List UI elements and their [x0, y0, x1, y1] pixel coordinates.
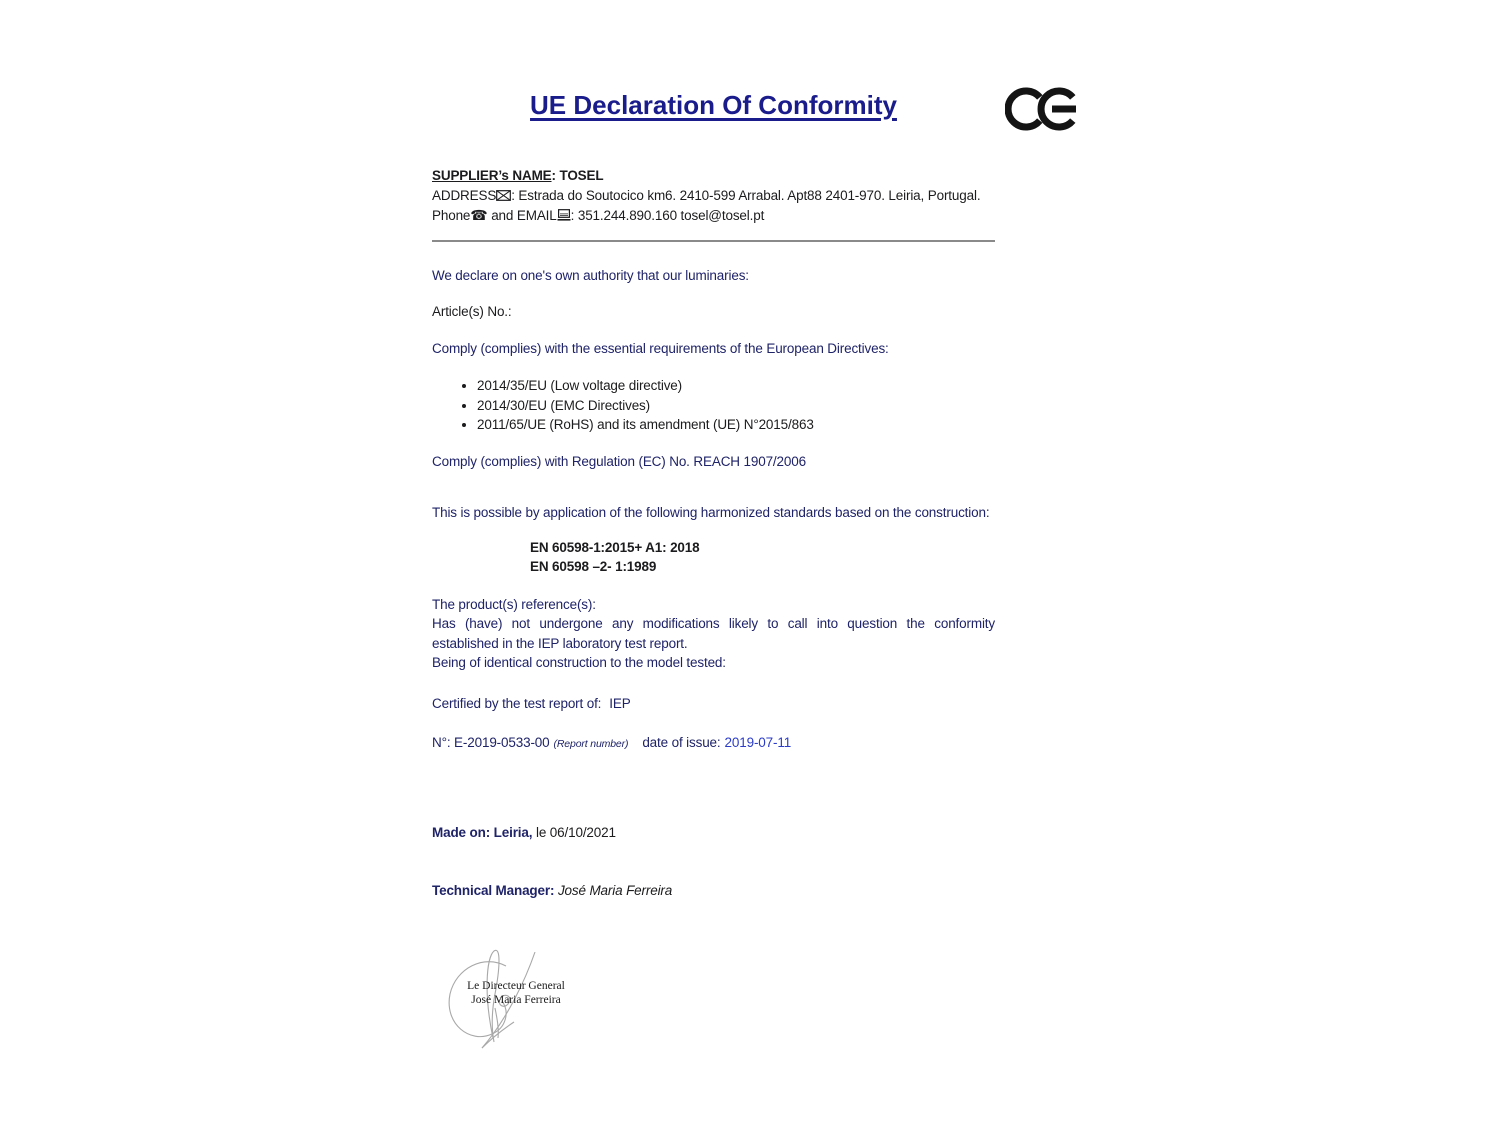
- product-reference-block: [432, 595, 995, 673]
- certified-value: IEP: [609, 695, 631, 711]
- supplier-name-label: SUPPLIER’s NAME: [432, 168, 552, 183]
- supplier-name-line: [432, 166, 995, 186]
- computer-icon: [557, 207, 571, 227]
- ce-mark-logo: [1005, 84, 1080, 134]
- report-line: [432, 733, 995, 755]
- contact-value: : 351.244.890.160 tosel@tosel.pt: [570, 208, 765, 223]
- comply-reach-line: Comply (complies) with Regulation (EC) No. REACH 1907/2006: [432, 453, 806, 469]
- standard-item: EN 60598-1:2015+ A1: 2018: [530, 539, 700, 555]
- report-number: N°: E-2019-0533-00: [432, 735, 550, 750]
- issue-date-label: date of issue:: [642, 735, 721, 750]
- email-label: and EMAIL: [487, 208, 557, 223]
- report-number-note: (Report number): [553, 738, 629, 750]
- product-reference-line: The product(s) reference(s):: [432, 596, 596, 612]
- directives-list: [432, 376, 995, 435]
- signature-stamp: [456, 979, 576, 1007]
- technical-manager-line: [432, 881, 995, 901]
- technical-manager-name: José Maria Ferreira: [554, 883, 673, 898]
- stamp-line1: Le Directeur General: [467, 980, 565, 992]
- directive-item: • 2014/35/EU (Low voltage directive): [477, 376, 995, 396]
- made-on-label: Made on: Leiria,: [432, 824, 533, 840]
- declaration-statement: We declare on one's own authority that our luminaries:: [432, 267, 749, 283]
- made-on-line: [432, 823, 995, 843]
- certified-label: Certified by the test report of:: [432, 695, 602, 711]
- supplier-block: [432, 166, 995, 227]
- no-modifications-line: Has (have) not undergone any modifications likely to call into question the conformity established in the IEP laboratory test report.: [432, 616, 995, 651]
- made-on-value: le 06/10/2021: [532, 824, 616, 840]
- page-title: UE Declaration Of Conformity: [530, 90, 897, 120]
- supplier-address-line: [432, 186, 995, 207]
- address-label: ADDRESS: [432, 187, 497, 203]
- articles-line: Article(s) No.:: [432, 304, 512, 319]
- standard-item: EN 60598 –2- 1:1989: [530, 559, 657, 574]
- comply-directives-line: Comply (complies) with the essential requirements of the European Directives:: [432, 340, 889, 356]
- divider-line: [432, 240, 995, 242]
- phone-icon: ☎: [470, 208, 488, 224]
- supplier-name-value: : TOSEL: [551, 168, 604, 183]
- issue-date-value: 2019-07-11: [724, 735, 792, 750]
- harmonized-intro: This is possible by application of the following harmonized standards based on the construction:: [432, 505, 990, 520]
- directive-item: • 2011/65/UE (RoHS) and its amendment (UE) N°2015/863: [477, 415, 995, 435]
- certified-line: [432, 694, 995, 714]
- signature-block: [436, 946, 596, 1061]
- phone-label: Phone: [432, 208, 471, 223]
- ce-mark-icon: [1005, 84, 1080, 134]
- supplier-contact-line: [432, 206, 995, 227]
- address-value: : Estrada do Soutocico km6. 2410-599 Arrabal. Apt88 2401-970. Leiria, Portugal.: [511, 187, 981, 203]
- envelope-icon: [496, 187, 511, 207]
- document-body: [432, 90, 995, 901]
- directive-item: • 2014/30/EU (EMC Directives): [477, 396, 995, 416]
- stamp-line2: José Maria Ferreira: [471, 994, 561, 1006]
- identical-construction-line: Being of identical construction to the model tested:: [432, 655, 726, 670]
- standards-block: [432, 538, 995, 577]
- technical-manager-label: Technical Manager:: [432, 883, 555, 898]
